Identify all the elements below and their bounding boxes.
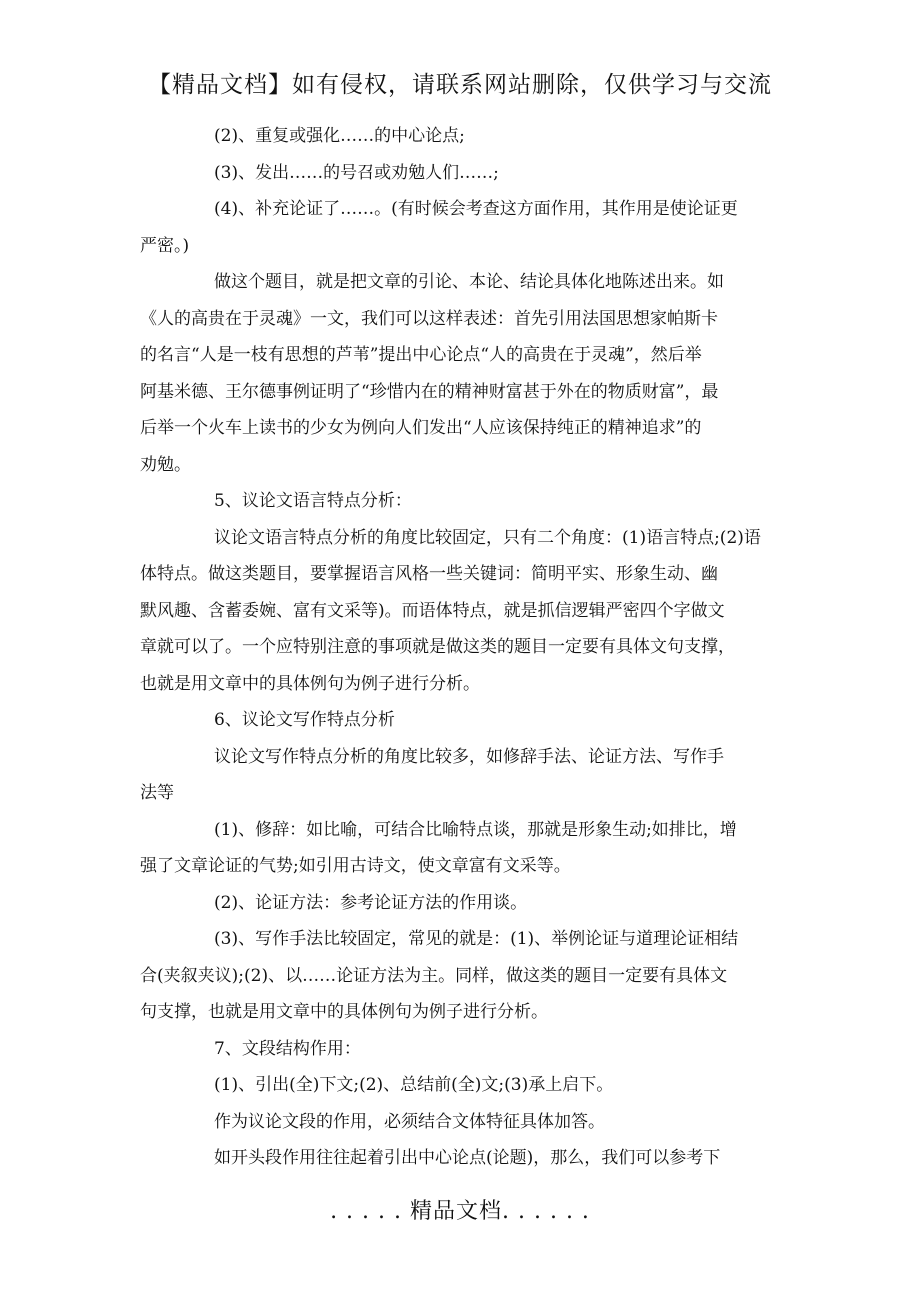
- text-line: 7、文段结构作用：: [214, 1038, 361, 1059]
- text-line: 体特点。做这类题目，要掌握语言风格一些关键词：简明平实、形象生动、幽: [140, 564, 718, 584]
- text-line: (3)、发出……的号召或劝勉人们……;: [214, 162, 499, 183]
- text-line: 如开头段作用往往起着引出中心论点(论题)，那么，我们可以参考下: [214, 1148, 721, 1168]
- text-line: 法等: [140, 783, 174, 803]
- text-line: (2)、重复或强化……的中心论点;: [214, 126, 465, 146]
- text-line: 6、议论文写作特点分析: [214, 710, 395, 730]
- text-line: 后举一个火车上读书的少女为例向人们发出“人应该保持纯正的精神追求”的: [140, 418, 702, 438]
- text-line: 严密。): [140, 235, 190, 256]
- text-line: 做这个题目，就是把文章的引论、本论、结论具体化地陈述出来。如: [214, 272, 724, 292]
- text-line: (1)、修辞：如比喻，可结合比喻特点谈，那就是形象生动;如排比，增: [214, 819, 737, 840]
- document-body: [140, 118, 780, 1177]
- text-line: 《人的高贵在于灵魂》一文，我们可以这样表述：首先引用法国思想家帕斯卡: [140, 308, 718, 329]
- text-line: 也就是用文章中的具体例句为例子进行分析。: [140, 673, 480, 694]
- text-line: 阿基米德、王尔德事例证明了“珍惜内在的精神财富甚于外在的物质财富”，最: [140, 381, 719, 402]
- text-line: (3)、写作手法比较固定，常见的就是：(1)、举例论证与道理论证相结: [214, 929, 739, 949]
- text-line: 的名言“人是一枝有思想的芦苇”提出中心论点“人的高贵在于灵魂”，然后举: [140, 345, 702, 365]
- text-line: (1)、引出(全)下文;(2)、总结前(全)文;(3)承上启下。: [214, 1075, 614, 1095]
- text-line: (4)、补充论证了……。(有时候会考查这方面作用，其作用是使论证更: [214, 199, 738, 219]
- text-line: 句支撑，也就是用文章中的具体例句为例子进行分析。: [140, 1002, 548, 1022]
- text-line: 强了文章论证的气势;如引用古诗文，使文章富有文采等。: [140, 856, 571, 876]
- text-line: 合(夹叙夹议);(2)、以……论证方法为主。同样，做这类的题目一定要有具体文: [140, 965, 728, 986]
- text-line: 默风趣、含蓄委婉、富有文采等)。而语体特点，就是抓信逻辑严密四个字做文: [140, 600, 725, 621]
- text-line: 议论文语言特点分析的角度比较固定，只有二个角度：(1)语言特点;(2)语: [214, 527, 761, 548]
- text-line: 议论文写作特点分析的角度比较多，如修辞手法、论证方法、写作手: [214, 746, 724, 767]
- page-footer: . . . . . 精品文档. . . . . .: [330, 1199, 590, 1224]
- text-line: 作为议论文段的作用，必须结合文体特征具体加答。: [214, 1111, 605, 1132]
- text-line: (2)、论证方法：参考论证方法的作用谈。: [214, 892, 528, 913]
- page-header: 【精品文档】如有侵权，请联系网站删除，仅供学习与交流: [148, 72, 772, 98]
- text-line: 劝勉。: [140, 454, 191, 475]
- text-line: 章就可以了。一个应特别注意的事项就是做这类的题目一定要有具体文句支撑，: [140, 637, 735, 657]
- text-line: 5、议论文语言特点分析：: [214, 491, 412, 511]
